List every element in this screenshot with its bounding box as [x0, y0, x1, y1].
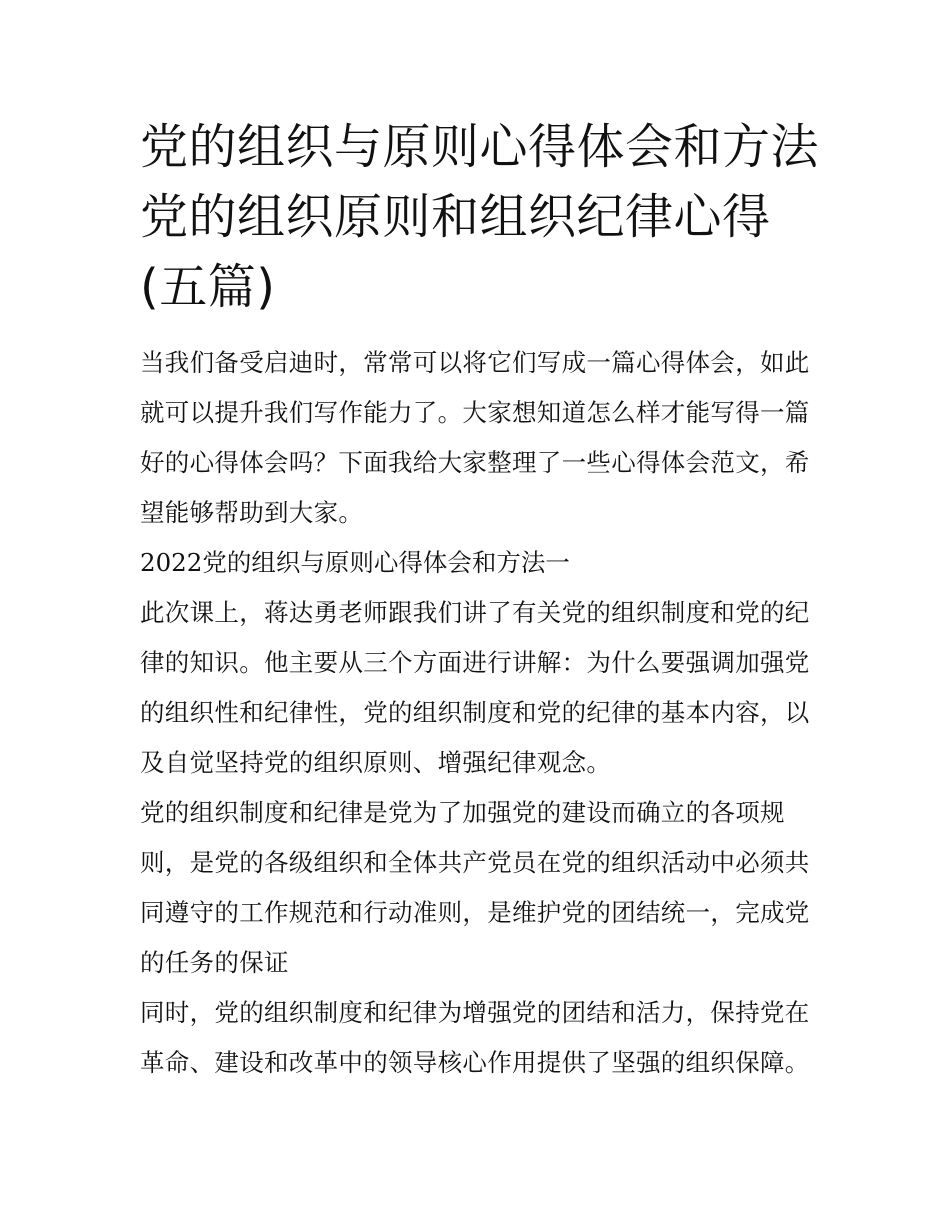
document-page [140, 112, 820, 1088]
body-paragraph-2: 党的组织制度和纪律是党为了加强党的建设而确立的各项规则，是党的各级组织和全体共产党员在党的组织活动中必须共同遵守的工作规范和行动准则，是维护党的团结统一，完成党的任务的保证 [140, 798, 810, 977]
intro-paragraph: 当我们备受启迪时，常常可以将它们写成一篇心得体会，如此就可以提升我们写作能力了。大家想知道怎么样才能写得一篇好的心得体会吗？下面我给大家整理了一些心得体会范文，希望能够帮助到大家。 [140, 348, 810, 527]
document-title: 党的组织与原则心得体会和方法 党的组织原则和组织纪律心得(五篇) [140, 119, 820, 315]
body-paragraph-1: 此次课上，蒋达勇老师跟我们讲了有关党的组织制度和党的纪律的知识。他主要从三个方面进行讲解：为什么要强调加强党的组织性和纪律性，党的组织制度和党的纪律的基本内容，以及自觉坚持党的组织原则、增强纪律观念。 [140, 598, 810, 777]
section-heading: 2022党的组织与原则心得体会和方法一 [140, 548, 570, 577]
body-paragraph-3: 同时，党的组织制度和纪律为增强党的团结和活力，保持党在革命、建设和改革中的领导核心作用提供了坚强的组织保障。 [140, 998, 810, 1077]
